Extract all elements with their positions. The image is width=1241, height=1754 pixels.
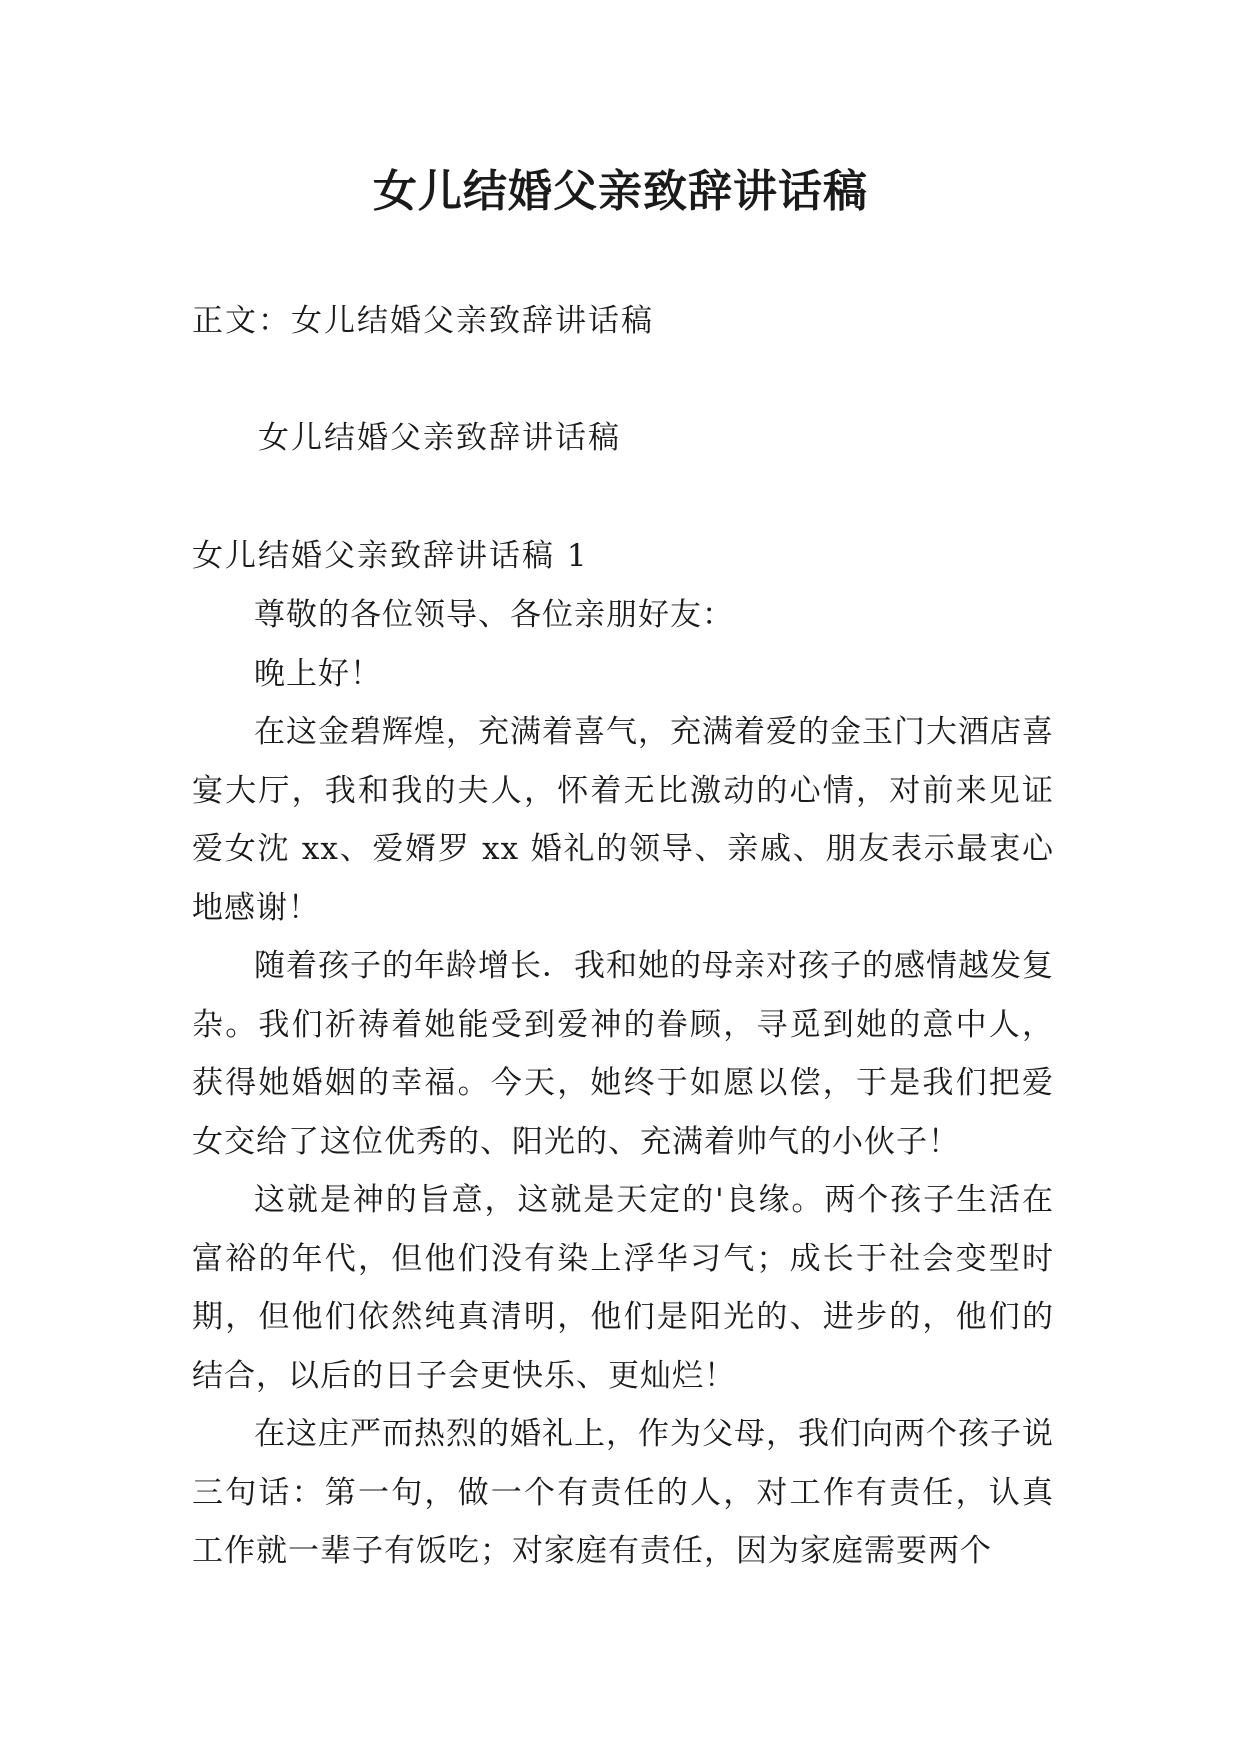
sub-title: 女儿结婚父亲致辞讲话稿 <box>258 420 621 456</box>
intro-line: 正文：女儿结婚父亲致辞讲话稿 <box>192 303 654 339</box>
body-paragraphs <box>192 586 1054 1581</box>
section-heading: 女儿结婚父亲致辞讲话稿 1 <box>192 538 589 574</box>
paragraph-greeting: 尊敬的各位领导、各位亲朋好友： <box>254 597 734 633</box>
document-title: 女儿结婚父亲致辞讲话稿 <box>373 166 868 217</box>
paragraph-destiny: 这就是神的旨意，这就是天定的'良缘。两个孩子生活在富裕的年代，但他们没有染上浮华习气；成长于社会变型时期，但他们依然纯真清明，他们是阳光的、进步的，他们的结合，以后的日子会更快乐、更灿烂！ <box>192 1182 1054 1394</box>
paragraph-feelings: 随着孩子的年龄增长．我和她的母亲对孩子的感情越发复杂。我们祈祷着她能受到爱神的眷顾，寻觅到她的意中人，获得她婚姻的幸福。今天，她终于如愿以偿，于是我们把爱女交给了这位优秀的、阳光的、充满着帅气的小伙子！ <box>192 948 1054 1160</box>
paragraph-salutation: 晚上好！ <box>254 655 382 692</box>
paragraph-thanks: 在这金碧辉煌，充满着喜气，充满着爱的金玉门大酒店喜宴大厅，我和我的夫人，怀着无比激动的心情，对前来见证爱女沈 xx、爱婿罗 xx 婚礼的领导、亲戚、朋友表示最衷心地感谢！ <box>192 714 1054 926</box>
paragraph-advice: 在这庄严而热烈的婚礼上，作为父母，我们向两个孩子说三句话：第一句，做一个有责任的人，对工作有责任，认真工作就一辈子有饭吃；对家庭有责任，因为家庭需要两个 <box>192 1416 1054 1569</box>
